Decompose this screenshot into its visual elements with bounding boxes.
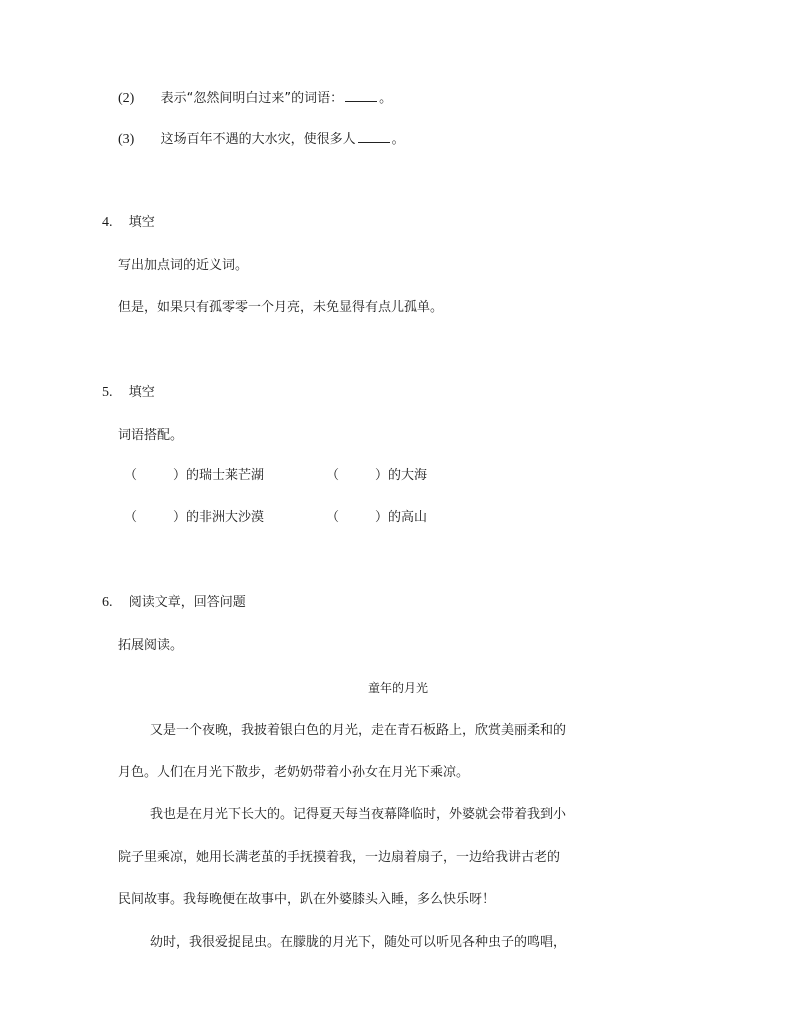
article-title: 童年的月光 xyxy=(368,681,429,695)
question-6-instruction: 拓展阅读。 xyxy=(118,638,184,653)
question-4-sentence: 但是，如果只有孤零零一个月亮，未免显得有点儿孤单。 xyxy=(118,300,444,315)
sub-question-text: 表示“忽然间明白过来”的词语： xyxy=(160,91,344,106)
match-phrase: ）的高山 xyxy=(375,510,428,525)
article-line: 月色。人们在月光下散步，老奶奶带着小孙女在月光下乘凉。 xyxy=(118,765,470,780)
question-5-header xyxy=(102,384,155,402)
article-line: 我也是在月光下长大的。记得夏天每当夜幕降临时，外婆就会带着我到小 xyxy=(150,807,567,822)
open-paren: （ xyxy=(124,510,138,525)
question-type: 阅读文章，回答问题 xyxy=(128,595,246,610)
answer-blank[interactable] xyxy=(345,88,377,102)
match-row-2-right xyxy=(326,509,427,527)
question-5-instruction: 词语搭配。 xyxy=(118,428,184,443)
sub-question-tail: 。 xyxy=(391,132,405,147)
match-phrase: ）的大海 xyxy=(375,468,428,483)
article-line: 院子里乘凉，她用长满老茧的手抚摸着我，一边扇着扇子，一边给我讲古老的 xyxy=(118,850,561,865)
question-number: 5. xyxy=(102,385,113,400)
answer-blank[interactable] xyxy=(358,129,390,143)
match-row-1-left xyxy=(124,467,264,485)
open-paren: （ xyxy=(124,468,138,483)
question-4-header xyxy=(102,214,155,232)
match-row-2-left xyxy=(124,509,264,527)
question-type: 填空 xyxy=(128,215,155,230)
open-paren: （ xyxy=(326,468,340,483)
article-line: 民间故事。我每晚便在故事中，趴在外婆膝头入睡，多么快乐呀！ xyxy=(118,892,496,907)
open-paren: （ xyxy=(326,510,340,525)
match-phrase: ）的非洲大沙漠 xyxy=(173,510,265,525)
sub-question-number: (2) xyxy=(118,91,135,106)
sub-question-2 xyxy=(118,88,392,108)
sub-question-3 xyxy=(118,129,405,149)
sub-question-text: 这场百年不遇的大水灾，使很多人 xyxy=(160,132,356,147)
article-line: 又是一个夜晚，我披着银白色的月光，走在青石板路上，欣赏美丽柔和的 xyxy=(150,723,567,738)
sub-question-number: (3) xyxy=(118,132,135,147)
question-number: 4. xyxy=(102,215,113,230)
match-phrase: ）的瑞士莱芒湖 xyxy=(173,468,265,483)
article-line: 幼时，我很爱捉昆虫。在朦胧的月光下，随处可以听见各种虫子的鸣唱， xyxy=(150,935,567,950)
question-4-instruction: 写出加点词的近义词。 xyxy=(118,258,249,273)
question-number: 6. xyxy=(102,595,113,610)
question-6-header xyxy=(102,594,246,612)
sub-question-tail: 。 xyxy=(379,91,393,106)
question-type: 填空 xyxy=(128,385,155,400)
match-row-1-right xyxy=(326,467,427,485)
